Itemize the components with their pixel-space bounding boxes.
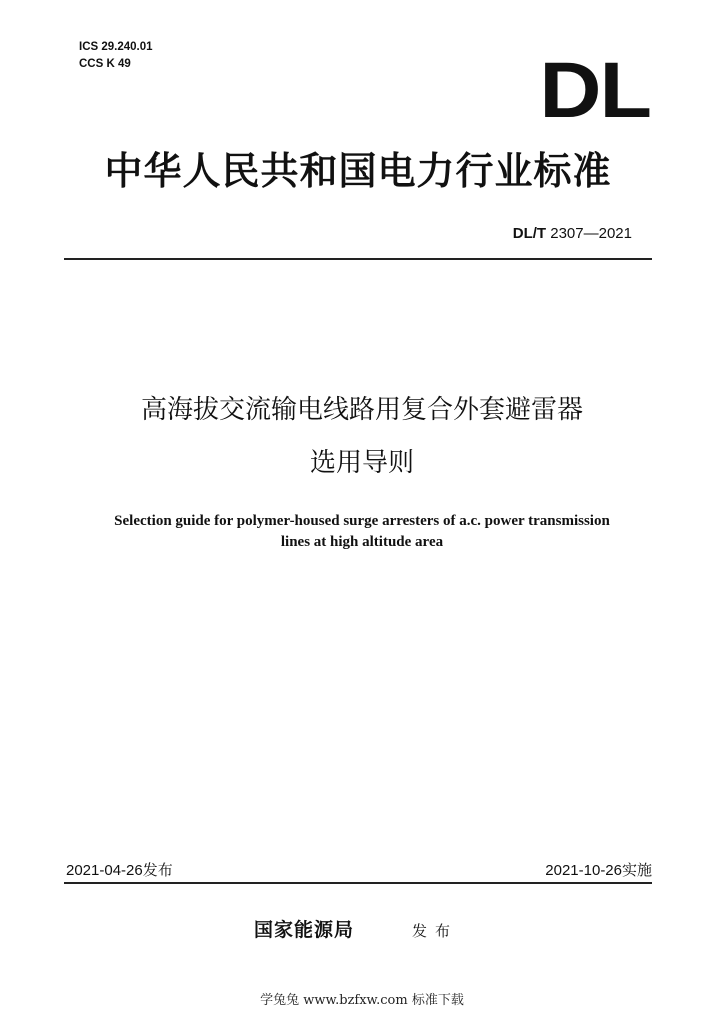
industry-standard-title: 中华人民共和国电力行业标准: [104, 148, 612, 193]
standard-number: [430, 224, 632, 244]
chinese-title-line-1: 高海拔交流输电线路用复合外套避雷器: [140, 395, 583, 425]
publisher-name: 国家能源局: [254, 919, 355, 941]
dl-logo: DL: [539, 46, 650, 135]
ccs-code: CCS K 49: [79, 58, 131, 70]
watermark: 学兔兔 www.bzfxw.com 标准下载: [260, 993, 464, 1008]
publish-label: 发布: [412, 922, 459, 940]
standard-number-value: 2307—2021: [550, 225, 632, 242]
ics-code: ICS 29.240.01: [79, 41, 153, 53]
bottom-divider: [64, 882, 652, 884]
english-title-line-1: Selection guide for polymer-housed surge arresters of a.c. power transmission: [114, 513, 610, 529]
chinese-title-line-2: 选用导则: [309, 448, 414, 478]
standard-code: DL/T: [512, 225, 547, 242]
implementation-date: 2021-10-26实施: [545, 862, 652, 879]
top-divider: [64, 258, 652, 260]
english-title-line-2: lines at high altitude area: [280, 534, 444, 550]
issue-date: 2021-04-26发布: [66, 862, 173, 879]
